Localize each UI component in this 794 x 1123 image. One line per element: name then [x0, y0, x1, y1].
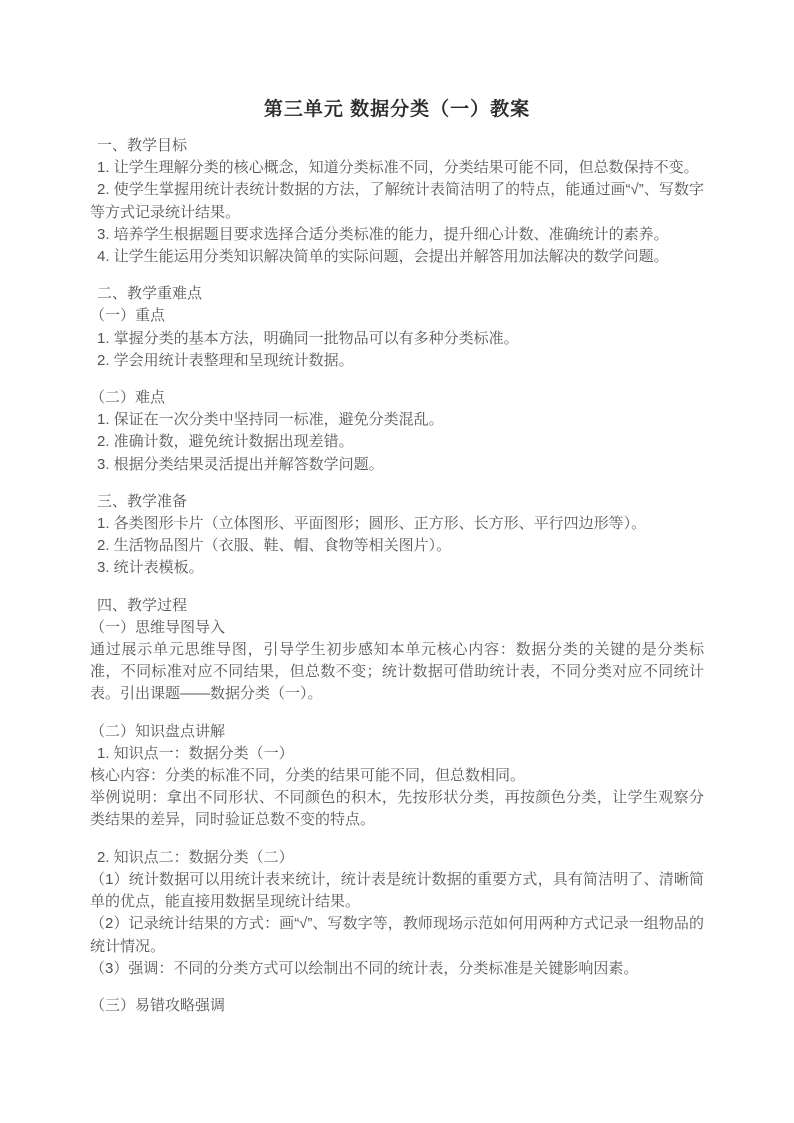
section-knowledge-review — [90, 721, 704, 832]
list-item: 1. 各类图形卡片（立体图形、平面图形；圆形、正方形、长方形、平行四边形等）。 — [97, 515, 647, 533]
list-item: 2. 生活物品图片（衣服、鞋、帽、食物等相关图片）。 — [97, 537, 452, 555]
section-knowledge-point-two — [90, 847, 704, 980]
list-item: 1. 掌握分类的基本方法，明确同一批物品可以有多种分类标准。 — [97, 329, 519, 347]
paragraph: 举例说明：拿出不同形状、不同颜色的积木，先按形状分类，再按颜色分类，让学生观察分类结果的差异，同时验证总数不变的特点。 — [90, 789, 704, 829]
list-item: 3. 统计表模板。 — [97, 559, 204, 577]
section-teaching-goals — [90, 135, 704, 268]
list-item: 3. 根据分类结果灵活提出并解答数学问题。 — [97, 455, 384, 473]
numbered-point: （1）统计数据可以用统计表来统计，统计表是统计数据的重要方式，具有简洁明了、清晰简单的优点，能直接用数据呈现统计结果。 — [90, 870, 704, 911]
section-heading: 一、教学目标 — [97, 137, 188, 154]
list-item: 2. 使学生掌握用统计表统计数据的方法，了解统计表简洁明了的特点，能通过画“√”、写数字等方式记录统计结果。 — [90, 181, 704, 221]
section-difficult-points — [90, 387, 704, 476]
section-heading: 四、教学过程 — [97, 596, 188, 614]
list-item: 1. 让学生理解分类的核心概念，知道分类标准不同，分类结果可能不同，但总数保持不变。 — [97, 159, 699, 177]
list-item: 3. 培养学生根据题目要求选择合适分类标准的能力，提升细心计数、准确统计的素养。 — [97, 225, 669, 243]
paragraph: 通过展示单元思维导图，引导学生初步感知本单元核心内容：数据分类的关键的是分类标准，不同标准对应不同结果，但总数不变；统计数据可借助统计表，不同分类对应不同统计表。引出课题——数据分类（一）。 — [90, 641, 704, 703]
paragraph: 核心内容：分类的标准不同，分类的结果可能不同，但总数相同。 — [90, 767, 526, 785]
list-item: 1. 保证在一次分类中坚持同一标准，避免分类混乱。 — [97, 411, 444, 429]
subsection-heading: （一）思维导图导入 — [90, 618, 226, 636]
subsection-heading: （二）难点 — [90, 389, 166, 407]
section-teaching-process — [90, 595, 704, 706]
section-key-points — [90, 283, 704, 372]
numbered-point: （2）记录统计结果的方式：画“√”、写数字等，教师现场示范如何用两种方式记录一组物品的统计情况。 — [90, 915, 704, 955]
subsection-heading: （三）易错攻略强调 — [90, 996, 226, 1014]
section-teaching-preparation — [90, 491, 704, 580]
list-item: 2. 准确计数，避免统计数据出现差错。 — [97, 433, 354, 451]
numbered-point: （3）强调：不同的分类方式可以绘制出不同的统计表，分类标准是关键影响因素。 — [90, 959, 639, 977]
section-heading: 三、教学准备 — [97, 492, 188, 510]
list-item: 4. 让学生能运用分类知识解决简单的实际问题，会提出并解答用加法解决的数学问题。 — [97, 248, 669, 266]
list-item: 2. 知识点二：数据分类（二） — [97, 848, 294, 866]
document-title: 第三单元 数据分类（一）教案 — [263, 99, 531, 120]
section-heading: 二、教学重难点 — [97, 285, 203, 303]
section-error-prone-emphasis — [90, 995, 704, 1017]
list-item: 2. 学会用统计表整理和呈现统计数据。 — [97, 351, 354, 369]
list-item: 1. 知识点一：数据分类（一） — [97, 744, 294, 762]
subsection-heading: （一）重点 — [90, 307, 166, 325]
subsection-heading: （二）知识盘点讲解 — [90, 722, 226, 740]
